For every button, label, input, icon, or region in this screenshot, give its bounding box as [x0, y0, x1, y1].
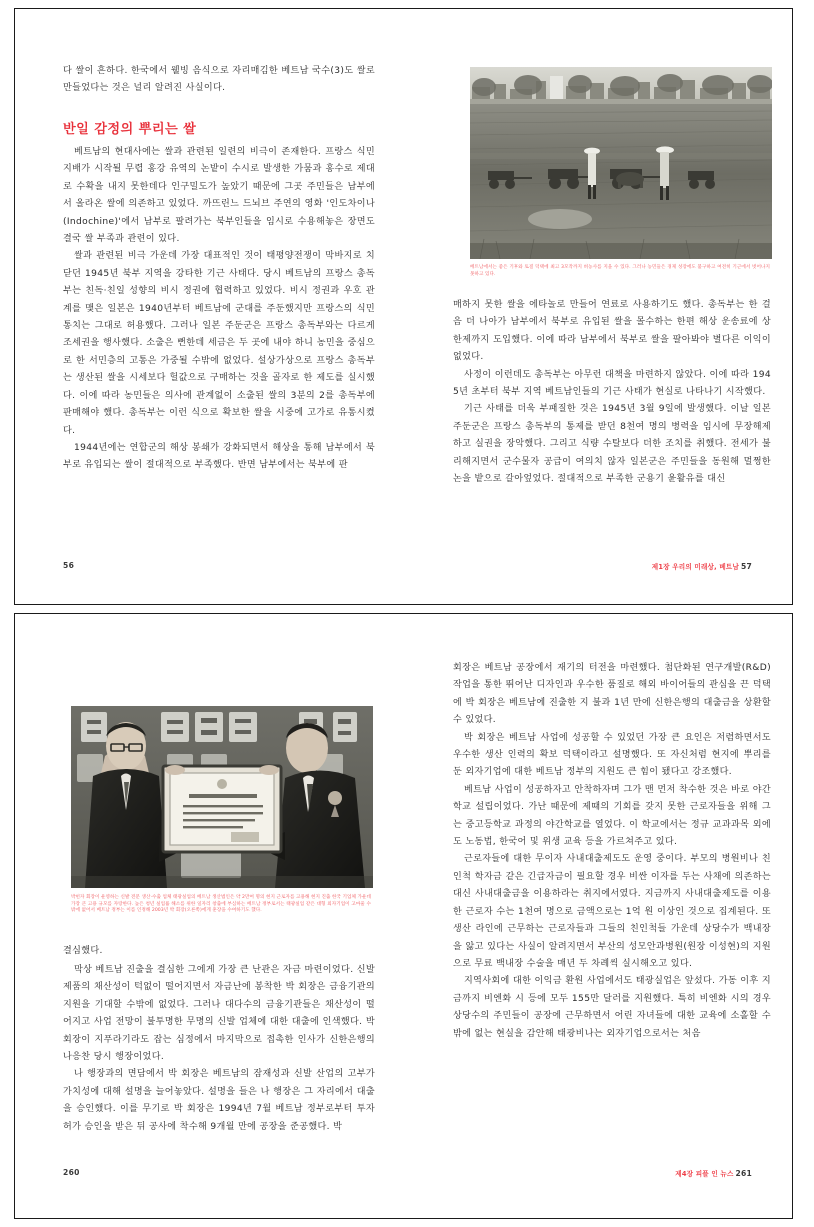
award-ceremony-photo-caption: 박헌자 회장이 운영하는 신발 전문 생산·수출 업체 태광실업의 베트남 생산법인은 약 2만여 명의 현지 근로자를 고용해 현지 진출 한국 기업체 가운데 가장 큰 고용 규모를 자랑한다. 높은 청년 실업률 해소를 위한 일자리 창출에 부심하는 베트남 정부로서는 태광실업 같은 대형 외자기업이 고마울 수밖에 없어서 베트남 정부는 이를 인정해 2003년 박 회장(오른쪽)에게 훈장을 수여하기도 했다.: [71, 895, 371, 914]
paragraph: 베트남 사업이 성공하자고 안착하자며 그가 맨 먼저 착수한 것은 바로 야간학교 설립이었다. 가난 때문에 제때의 기회를 갖지 못한 근로자들을 위해 그는 중고등학교 과정의 야간학교를 열었다. 이 학교에서는 정규 교과과목 외에도 노동법, 한국어 및 위생 교육 등을 가르쳐주고 있다.: [453, 784, 771, 848]
certificate-frame: [163, 766, 281, 852]
paragraph: 베트남의 현대사에는 쌀과 관련된 일련의 비극이 존재한다. 프랑스 식민 지배가 시작될 무렵 홍강 유역의 논밭이 수시로 발생한 가뭄과 홍수로 제대로 수확을 내지 못한데다 인구밀도가 높았기 때문에 그곳 주민들은 남부에서 올라온 쌀에 의존하고 있었다. 까뜨린느 드뇌브 주연의 영화 '인도차이나(Indochine)'에서 남부로 팔려가는 북부인들을 임시로 수용해놓은 장면도 결국 쌀 부족과 관련이 있다.: [63, 147, 375, 245]
paragraph: 1944년에는 연합군의 해상 봉쇄가 강화되면서 해상을 통해 남부에서 북부로 유입되는 쌀이 절대적으로 부족했다. 반면 남부에서는 북부에 판: [63, 442, 375, 471]
rice-field-photo-caption: 베트남에서는 좋은 기후와 토질 덕택에 최고 3모작까지 벼농사를 지을 수 있다. 그러나 농민들은 경제 성장에도 불구하고 여전히 기근에서 벗어나지 못하고 있다.: [470, 265, 770, 277]
paragraph: 쌀과 관련된 비극 가운데 가장 대표적인 것이 태평양전쟁이 막바지로 치닫던 1945년 북부 지역을 강타한 기근 사태다. 당시 베트남의 프랑스 총독부는 친독·친일 성향의 비시 정권에 협력하고 있었다. 비시 정권과 우호 관계를 맺은 일본은 1940년부터 베트남에 군대를 주둔했지만 프랑스의 식민 통치는 그대로 허용했다. 그러나 일본 주둔군은 프랑스 총독부와는 다르게 조세권을 행사했다. 소출은 뻔한데 세금은 두 곳에 내야 하니 농민을 중심으로 한 서민층의 고통은 가중될 수밖에 없었다. 설상가상으로 프랑스 총독부는 생산된 쌀을 시세보다 헐값으로 구매하는 것을 골자로 한 제도를 실시했다. 이에 따라 농민들은 의사에 관계없이 소출된 쌀의 3분의 2를 총독부에 판매해야 했다. 총독부는 이런 식으로 확보한 쌀을 시중에 고가로 유통시켰다.: [63, 251, 375, 436]
award-ceremony-photo-graphic: [71, 706, 373, 888]
paragraph: 막상 베트남 진출을 결심한 그에게 가장 큰 난관은 자금 마련이었다. 신발 제품의 채산성이 턱없이 떨어지면서 자금난에 봉착한 박 회장은 금융기관의 지원을 기대할 수밖에 없었다. 그러나 대다수의 금융기관들은 채산성이 떨어지고 사업 전망이 불투명한 무명의 신발 업체에 대한 대출에 인색했다. 박 회장이 지푸라기라도 잡는 심정에서 마지막으로 접촉한 인사가 신한은행의 나응찬 당시 행장이었다.: [63, 965, 375, 1063]
book-page-spread-2: [14, 613, 793, 1219]
paragraph-continued: 결심했다.: [63, 946, 103, 956]
paragraph: 근로자들에 대한 무이자 사내대출제도도 운영 중이다. 부모의 병원비나 친인척 학자금 같은 긴급자금이 필요할 경우 비싼 이자를 두는 사채에 의존하는 대신 사내대출금을 이용하라는 취지에서였다. 지금까지 사내대출제도를 이용한 근로자 수는 1천여 명으로 금액으로는 1억 원 이상인 것으로 집계된다. 또 생산 라인에 근무하는 근로자들과 그들의 친인척들 가운데 상당수가 백내장을 앓고 있다는 사실이 알려지면서 부산의 성모안과병원(원장 이성현)의 지원으로 무료 백내장 수술을 매년 두 차례씩 실시해오고 있다.: [453, 854, 771, 969]
page-number-right: 57: [741, 562, 752, 571]
page-number-left: 56: [63, 561, 75, 570]
paragraph: 나 행장과의 면담에서 박 회장은 베트남의 잠재성과 신발 산업의 고부가가치성에 대해 설명을 늘어놓았다. 설명을 들은 나 행장은 그 자리에서 대출을 승인했다. 이를 무기로 박 회장은 1994년 7월 베트남 정부로부터 투자 허가 승인을 받은 뒤 공사에 착수해 9개월 만에 공장을 준공했다. 박: [63, 1069, 375, 1132]
paragraph: 사정이 이런데도 총독부는 아무런 대책을 마련하지 않았다. 이에 따라 1945년 초부터 북부 지역 베트남인들의 기근 사태가 현실로 나타나기 시작했다.: [453, 369, 771, 398]
left-page-column: [63, 121, 375, 475]
left-page-column: [63, 962, 375, 1136]
rice-field-photo: [470, 67, 772, 259]
running-head-right: [675, 1168, 752, 1178]
paragraph: 지역사회에 대한 이익금 환원 사업에서도 태광실업은 앞섰다. 가동 이후 지금까지 비엔화 시 등에 모두 155만 달러를 지원했다. 특히 비엔화 시의 경우 상당수의 주민들이 공장에 근무하면서 어린 자녀들에 대한 교육에 소홀할 수밖에 없는 현실을 감안해 태광비나는 외자기업으로서는 처음: [453, 976, 771, 1039]
running-head-text: 제4장 피플 인 뉴스: [675, 1170, 734, 1178]
running-head-right: [652, 561, 752, 571]
section-heading: 반일 감정의 뿌리는 쌀: [63, 122, 197, 137]
running-head-text: 제1장 우리의 미래상, 베트남: [651, 563, 740, 571]
paragraph: 매하지 못한 쌀을 에타놀로 만들어 연료로 사용하기도 했다. 총독부는 한 걸음 더 나아가 남부에서 북부로 유입된 쌀을 몰수하는 한편 해상 운송료에 상한제까지 도입했다. 이에 따라 남부에서 북부로 쌀을 팔아봐야 별다른 이익이 없었다.: [453, 300, 771, 363]
paragraph-continued: 다 쌀이 흔하다. 한국에서 웰빙 음식으로 자리매김한 베트남 국수(3)도 쌀로 만들었다는 것은 널리 알려진 사실이다.: [63, 66, 375, 94]
rice-field-photo-graphic: [470, 67, 772, 259]
paragraph: 기근 사태를 더욱 부패질한 것은 1945년 3월 9일에 발생했다. 이날 일본 주둔군은 프랑스 총독부의 통제를 받던 8천여 명의 병력을 임시에 무장해제하고 실권을 장악했다. 그리고 식량 수탈보다 더한 조치를 취했다. 전세가 불리해지면서 군수물자 공급이 여의치 않자 일본군은 주민들을 동원해 멀쩡한 논을 밭으로 갈아엎었다. 절대적으로 부족한 군용기 윤활유를 대신: [453, 404, 771, 485]
left-page-lead-word: [63, 943, 375, 960]
paragraph: 회장은 베트남 공장에서 재기의 터전을 마련했다. 첨단화된 연구개발(R&D) 작업을 통한 뛰어난 디자인과 우수한 품질로 해외 바이어들의 관심을 끈 덕택에 박 회장은 베트남에 진출한 지 불과 1년 만에 신한은행의 대출금을 상환할 수 있었다.: [453, 663, 771, 726]
award-ceremony-photo: [71, 706, 373, 888]
left-page-continued-paragraph: [63, 63, 375, 98]
book-page-spread-1: [14, 8, 793, 605]
right-page-column: [453, 660, 771, 1043]
page-number-right: 261: [735, 1169, 752, 1178]
paragraph: 박 회장은 베트남 사업에 성공할 수 있었던 가장 큰 요인은 저렴하면서도 우수한 생산 인력의 확보 덕택이라고 설명했다. 또 자신처럼 현지에 뿌리를 둔 외자기업에 대한 베트남 정부의 지원도 큰 힘이 됐다고 강조했다.: [453, 732, 771, 778]
page-number-left: 260: [63, 1168, 80, 1177]
right-page-column: [453, 297, 771, 488]
